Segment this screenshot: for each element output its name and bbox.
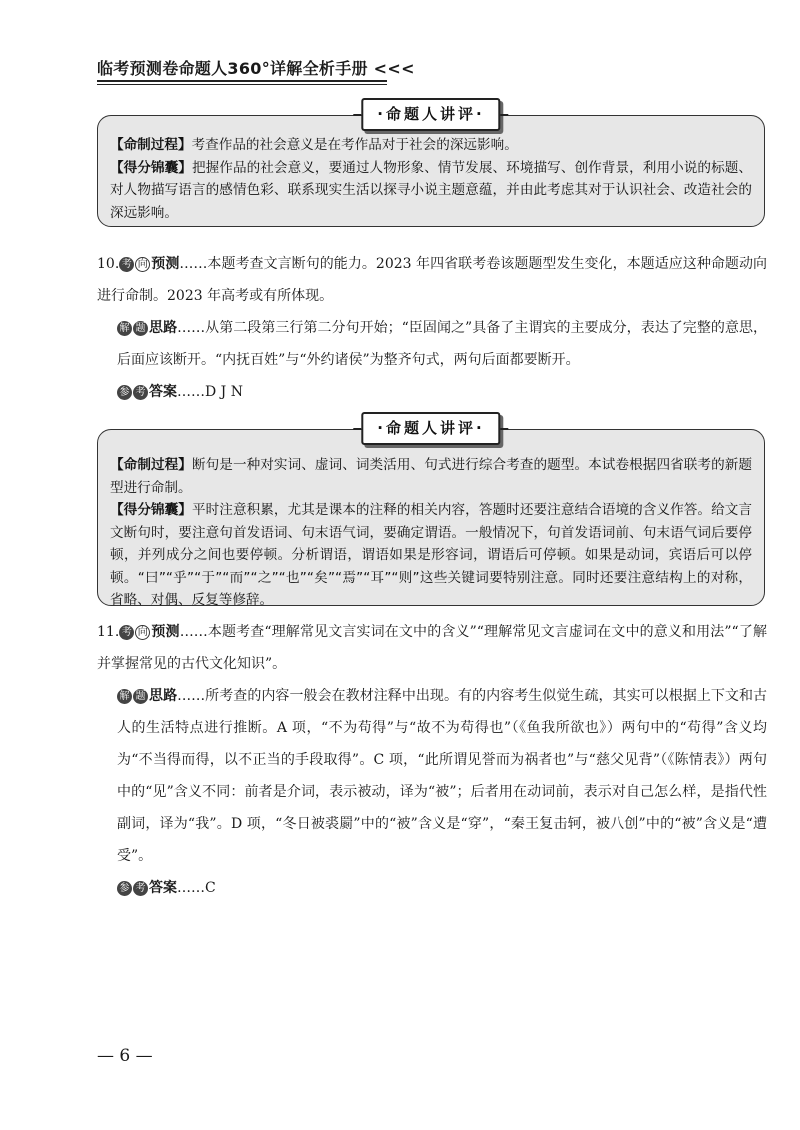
forecast-text: ……本题考查文言断句的能力。2023 年四省联考卷该题题型发生变化，本题适应这种命题动向进行命制。2023 年高考或有所体现。 bbox=[97, 256, 768, 304]
approach-label: 思路 bbox=[149, 320, 178, 336]
question-line-answer bbox=[97, 376, 767, 408]
answer-text: ……D J N bbox=[177, 384, 243, 400]
review-text: 断句是一种对实词、虚词、词类活用、句式进行综合考查的题型。本试卷根据四省联考的新题型进行命制。 bbox=[110, 457, 752, 496]
review-text: 考查作品的社会意义是在考作品对于社会的深远影响。 bbox=[191, 137, 518, 153]
review-tag: 【命制过程】 bbox=[110, 137, 192, 153]
forecast-badge-icon: 考 bbox=[119, 625, 134, 640]
approach-text: ……从第二段第三行第二分句开始；“臣固闻之”具备了主谓宾的主要成分，表达了完整的意思，后面应该断开。“内抚百姓”与“外约诸侯”为整齐句式，两句后面都要断开。 bbox=[117, 320, 768, 368]
solution-badge-icon: 解 bbox=[117, 689, 132, 704]
review-box-2 bbox=[97, 419, 765, 608]
page-number: — 6 — bbox=[97, 1046, 153, 1066]
review-tag: 【得分锦囊】 bbox=[110, 159, 192, 176]
answer-label: 答案 bbox=[149, 880, 177, 896]
forecast-label: 预测 bbox=[151, 624, 180, 640]
review-box-title: ·命题人讲评· bbox=[361, 98, 500, 131]
question-number: 10. bbox=[97, 256, 120, 272]
question-10 bbox=[97, 248, 767, 408]
review-box-1 bbox=[97, 105, 765, 227]
review-paragraph bbox=[110, 499, 752, 612]
question-line-forecast bbox=[97, 248, 767, 312]
forecast-badge-icon: 考 bbox=[119, 257, 134, 272]
review-text: 把握作品的社会意义，要通过人物形象、情节发展、环境描写、创作背景，利用小说的标题、对人物描写语言的感情色彩、联系现实生活以探寻小说主题意蕴，并由此考虑其对于认识社会、改造社会的深远影响。 bbox=[110, 159, 752, 221]
reference-badge-icon: 考 bbox=[133, 385, 148, 400]
answer-text: ……C bbox=[177, 880, 216, 896]
forecast-badge-icon: 向 bbox=[135, 625, 150, 640]
reference-badge-icon: 参 bbox=[117, 881, 132, 896]
question-line-forecast bbox=[97, 616, 767, 680]
solution-badge-icon: 解 bbox=[117, 321, 132, 336]
header-rule bbox=[97, 80, 387, 85]
forecast-label: 预测 bbox=[151, 256, 180, 272]
question-line-approach bbox=[97, 680, 767, 872]
approach-label: 思路 bbox=[149, 688, 178, 704]
question-11 bbox=[97, 616, 767, 904]
review-tag: 【命制过程】 bbox=[110, 457, 192, 473]
question-line-answer bbox=[97, 872, 767, 904]
forecast-badge-icon: 向 bbox=[135, 257, 150, 272]
review-box-title: ·命题人讲评· bbox=[361, 412, 500, 445]
question-line-approach bbox=[97, 312, 767, 376]
solution-badge-icon: 题 bbox=[133, 321, 148, 336]
review-paragraph bbox=[110, 134, 752, 157]
review-paragraph bbox=[110, 157, 752, 225]
question-number: 11. bbox=[97, 624, 120, 640]
review-paragraph bbox=[110, 454, 752, 499]
approach-text: ……所考查的内容一般会在教材注释中出现。有的内容考生似觉生疏，其实可以根据上下文和古人的生活特点进行推断。A 项，“不为苟得”与“故不为苟得也”（《鱼我所欲也》）两句中的“苟得”含义均为“不当得而得，以不正当的手段取得”。C 项，“此所谓见誉而为祸者也”与“慈父见背”（《陈情表》）两句中的“见”含义不同：前者是介词，表示被动，译为“被”；后者用在动词前，表示对自己怎么样，是指代性副词，译为“我”。D 项，“冬日被裘罽”中的“被”含义是“穿”，“秦王复击轲，被八创”中的“被”含义是“遭受”。 bbox=[117, 688, 767, 864]
reference-badge-icon: 参 bbox=[117, 385, 132, 400]
review-tag: 【得分锦囊】 bbox=[110, 502, 192, 518]
solution-badge-icon: 题 bbox=[133, 689, 148, 704]
answer-label: 答案 bbox=[149, 384, 177, 400]
header-title: 临考预测卷命题人360°详解全析手册 <<< bbox=[97, 59, 415, 78]
reference-badge-icon: 考 bbox=[133, 881, 148, 896]
forecast-text: ……本题考查“理解常见文言实词在文中的含义”“理解常见文言虚词在文中的意义和用法”“了解并掌握常见的古代文化知识”。 bbox=[97, 624, 767, 672]
review-text: 平时注意积累，尤其是课本的注释的相关内容，答题时还要注意结合语境的含义作答。给文言文断句时，要注意句首发语词、句末语气词，要确定谓语。一般情况下，句首发语词前、句末语气词后要停顿，并列成分之间也要停顿。分析谓语，谓语如果是形容词，谓语后可停顿。如果是动词，宾语后可以停顿。“曰”“乎”“于”“而”“之”“也”“矣”“焉”“耳”“则”这些关键词要特别注意。同时还要注意结构上的对称，省略、对偶、反复等修辞。 bbox=[110, 502, 752, 608]
